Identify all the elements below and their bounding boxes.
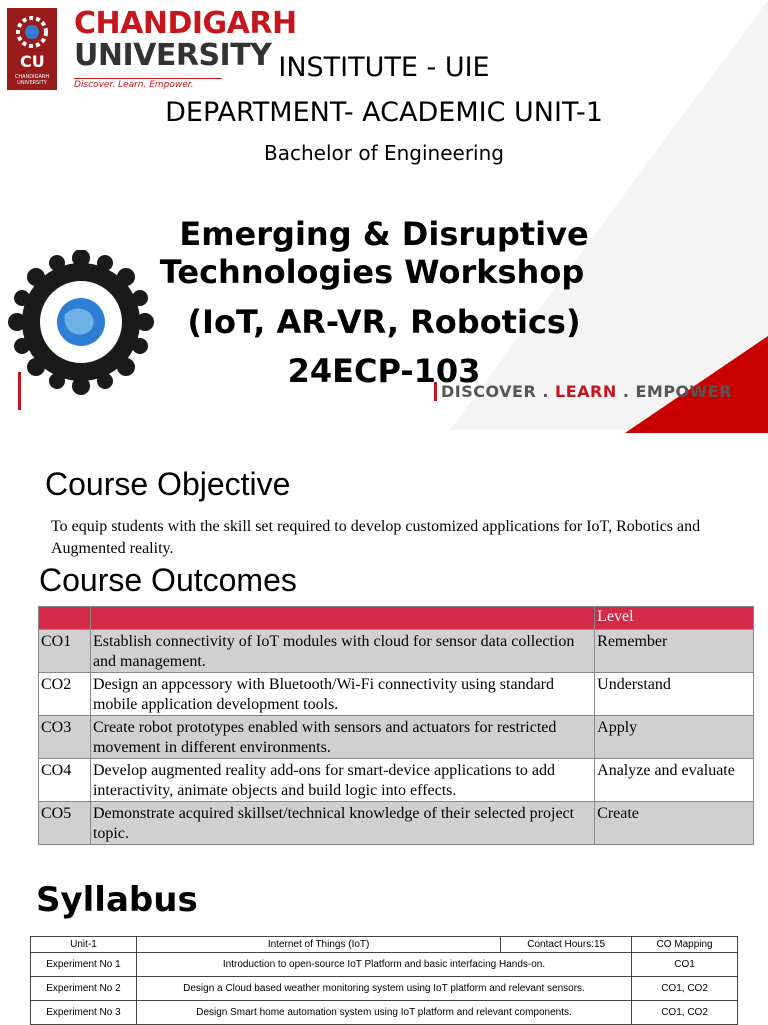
logo-text: CU	[20, 52, 45, 71]
course-title-line3: (IoT, AR-VR, Robotics)	[187, 303, 581, 341]
tagline-learn: LEARN	[555, 382, 617, 401]
experiment-co: CO1, CO2	[632, 977, 738, 1001]
syllabus-table	[30, 936, 738, 1025]
co-id: CO2	[39, 673, 91, 716]
experiment-number: Experiment No 2	[31, 977, 137, 1001]
course-outcomes-table	[38, 606, 754, 845]
experiment-number: Experiment No 3	[31, 1001, 137, 1025]
table-row	[39, 716, 754, 759]
degree-heading: Bachelor of Engineering	[264, 141, 504, 165]
co-description: Design an appcessory with Bluetooth/Wi-Fi connectivity using standard mobile application development tools.	[90, 673, 594, 716]
co-id: CO3	[39, 716, 91, 759]
co-level: Apply	[595, 716, 754, 759]
table-row	[31, 977, 738, 1001]
co-mapping-header: CO Mapping	[632, 937, 738, 953]
logo-subtext: CHANDIGARH UNIVERSITY	[14, 74, 50, 86]
co-description: Develop augmented reality add-ons for smart-device applications to add interactivity, animate objects and build logic into effects.	[90, 759, 594, 802]
co-level: Remember	[595, 630, 754, 673]
experiment-co: CO1, CO2	[632, 1001, 738, 1025]
table-header-cell	[90, 607, 594, 630]
table-header-cell: Level	[595, 607, 754, 630]
experiment-description: Design Smart home automation system using IoT platform and relevant components.	[136, 1001, 631, 1025]
co-level: Analyze and evaluate	[595, 759, 754, 802]
experiment-description: Introduction to open-source IoT Platform and basic interfacing Hands-on.	[136, 953, 631, 977]
institute-heading: INSTITUTE - UIE	[278, 52, 490, 83]
course-title-line1: Emerging & Disruptive	[179, 215, 589, 253]
course-objective-heading: Course Objective	[45, 466, 291, 502]
table-row	[31, 953, 738, 977]
co-description: Establish connectivity of IoT modules with cloud for sensor data collection and management.	[90, 630, 594, 673]
unit-label: Unit-1	[31, 937, 137, 953]
contact-hours: Contact Hours:15	[501, 937, 632, 953]
experiment-co: CO1	[632, 953, 738, 977]
syllabus-heading: Syllabus	[36, 880, 198, 920]
experiment-description: Design a Cloud based weather monitoring system using IoT platform and relevant sensors.	[136, 977, 631, 1001]
experiment-number: Experiment No 1	[31, 953, 137, 977]
co-id: CO5	[39, 802, 91, 845]
course-code: 24ECP-103	[287, 352, 481, 390]
table-header-row	[39, 607, 754, 630]
table-row	[31, 1001, 738, 1025]
discover-learn-empower-tagline	[434, 382, 732, 401]
table-row	[39, 759, 754, 802]
table-header-cell	[39, 607, 91, 630]
co-id: CO1	[39, 630, 91, 673]
department-heading: DEPARTMENT- ACADEMIC UNIT-1	[165, 97, 603, 128]
co-level: Understand	[595, 673, 754, 716]
course-objective-text: To equip students with the skill set required to develop customized applications for IoT, Robotics and Augmented reality.	[51, 518, 701, 557]
course-outcomes-heading: Course Outcomes	[39, 562, 297, 598]
university-tagline: Discover. Learn. Empower.	[74, 78, 222, 90]
table-row	[39, 802, 754, 845]
syllabus-unit-row	[31, 937, 738, 953]
co-id: CO4	[39, 759, 91, 802]
table-row	[39, 630, 754, 673]
course-title-line2: Technologies Workshop	[159, 253, 585, 291]
co-description: Demonstrate acquired skillset/technical knowledge of their selected project topic.	[90, 802, 594, 845]
university-name-line1: CHANDIGARH	[74, 6, 297, 41]
tagline-discover: DISCOVER .	[441, 382, 556, 401]
unit-title: Internet of Things (IoT)	[136, 937, 500, 953]
accent-bar	[18, 372, 21, 410]
university-name-line2: UNIVERSITY	[74, 38, 272, 73]
tagline-empower: . EMPOWER	[616, 382, 733, 401]
co-level: Create	[595, 802, 754, 845]
co-description: Create robot prototypes enabled with sensors and actuators for restricted movement in different environments.	[90, 716, 594, 759]
table-row	[39, 673, 754, 716]
